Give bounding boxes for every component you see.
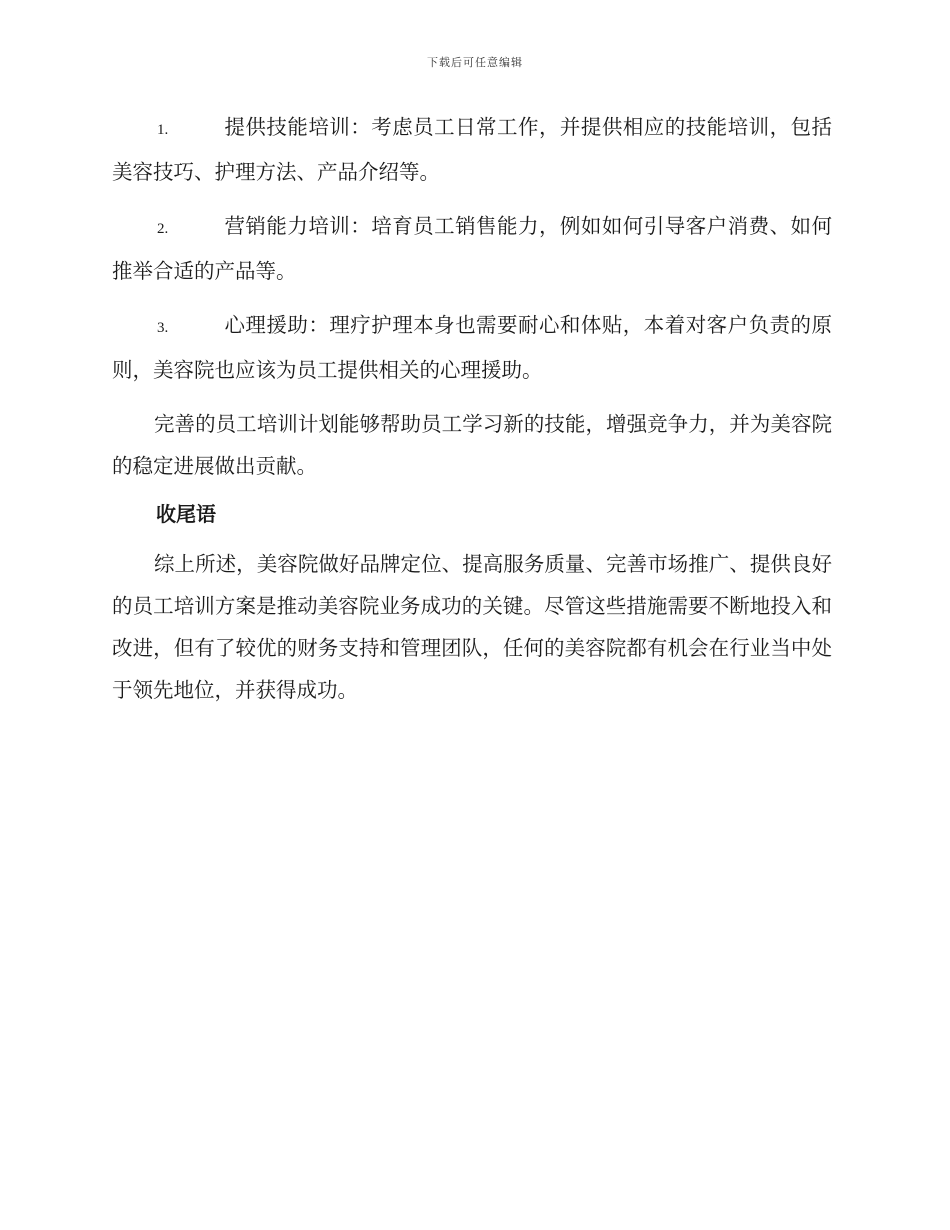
closing-heading: 收尾语	[156, 502, 216, 526]
list-text: 营销能力培训：培育员工销售能力，例如如何引导客户消费、如何推举合适的产品等。	[112, 214, 832, 283]
list-item-3	[112, 304, 832, 391]
list-number: 3.	[157, 320, 169, 336]
list-number: 1.	[157, 122, 169, 138]
closing-paragraph: 综上所述，美容院做好品牌定位、提高服务质量、完善市场推广、提供良好的员工培训方案是推动美容院业务成功的关键。尽管这些措施需要不断地投入和改进，但有了较优的财务支持和管理团队，任何的美容院都有机会在行业当中处于领先地位，并获得成功。	[112, 552, 832, 702]
document-body	[112, 106, 832, 717]
page-header: 下载后可任意编辑	[427, 56, 523, 69]
list-item-2	[112, 205, 832, 292]
summary-paragraph: 完善的员工培训计划能够帮助员工学习新的技能，增强竞争力，并为美容院的稳定进展做出贡献。	[112, 412, 832, 478]
list-item-1	[112, 106, 832, 193]
list-number: 2.	[157, 221, 169, 237]
list-text: 心理援助：理疗护理本身也需要耐心和体贴，本着对客户负责的原则，美容院也应该为员工提供相关的心理援助。	[112, 313, 832, 382]
list-text: 提供技能培训：考虑员工日常工作，并提供相应的技能培训，包括美容技巧、护理方法、产品介绍等。	[112, 115, 832, 184]
